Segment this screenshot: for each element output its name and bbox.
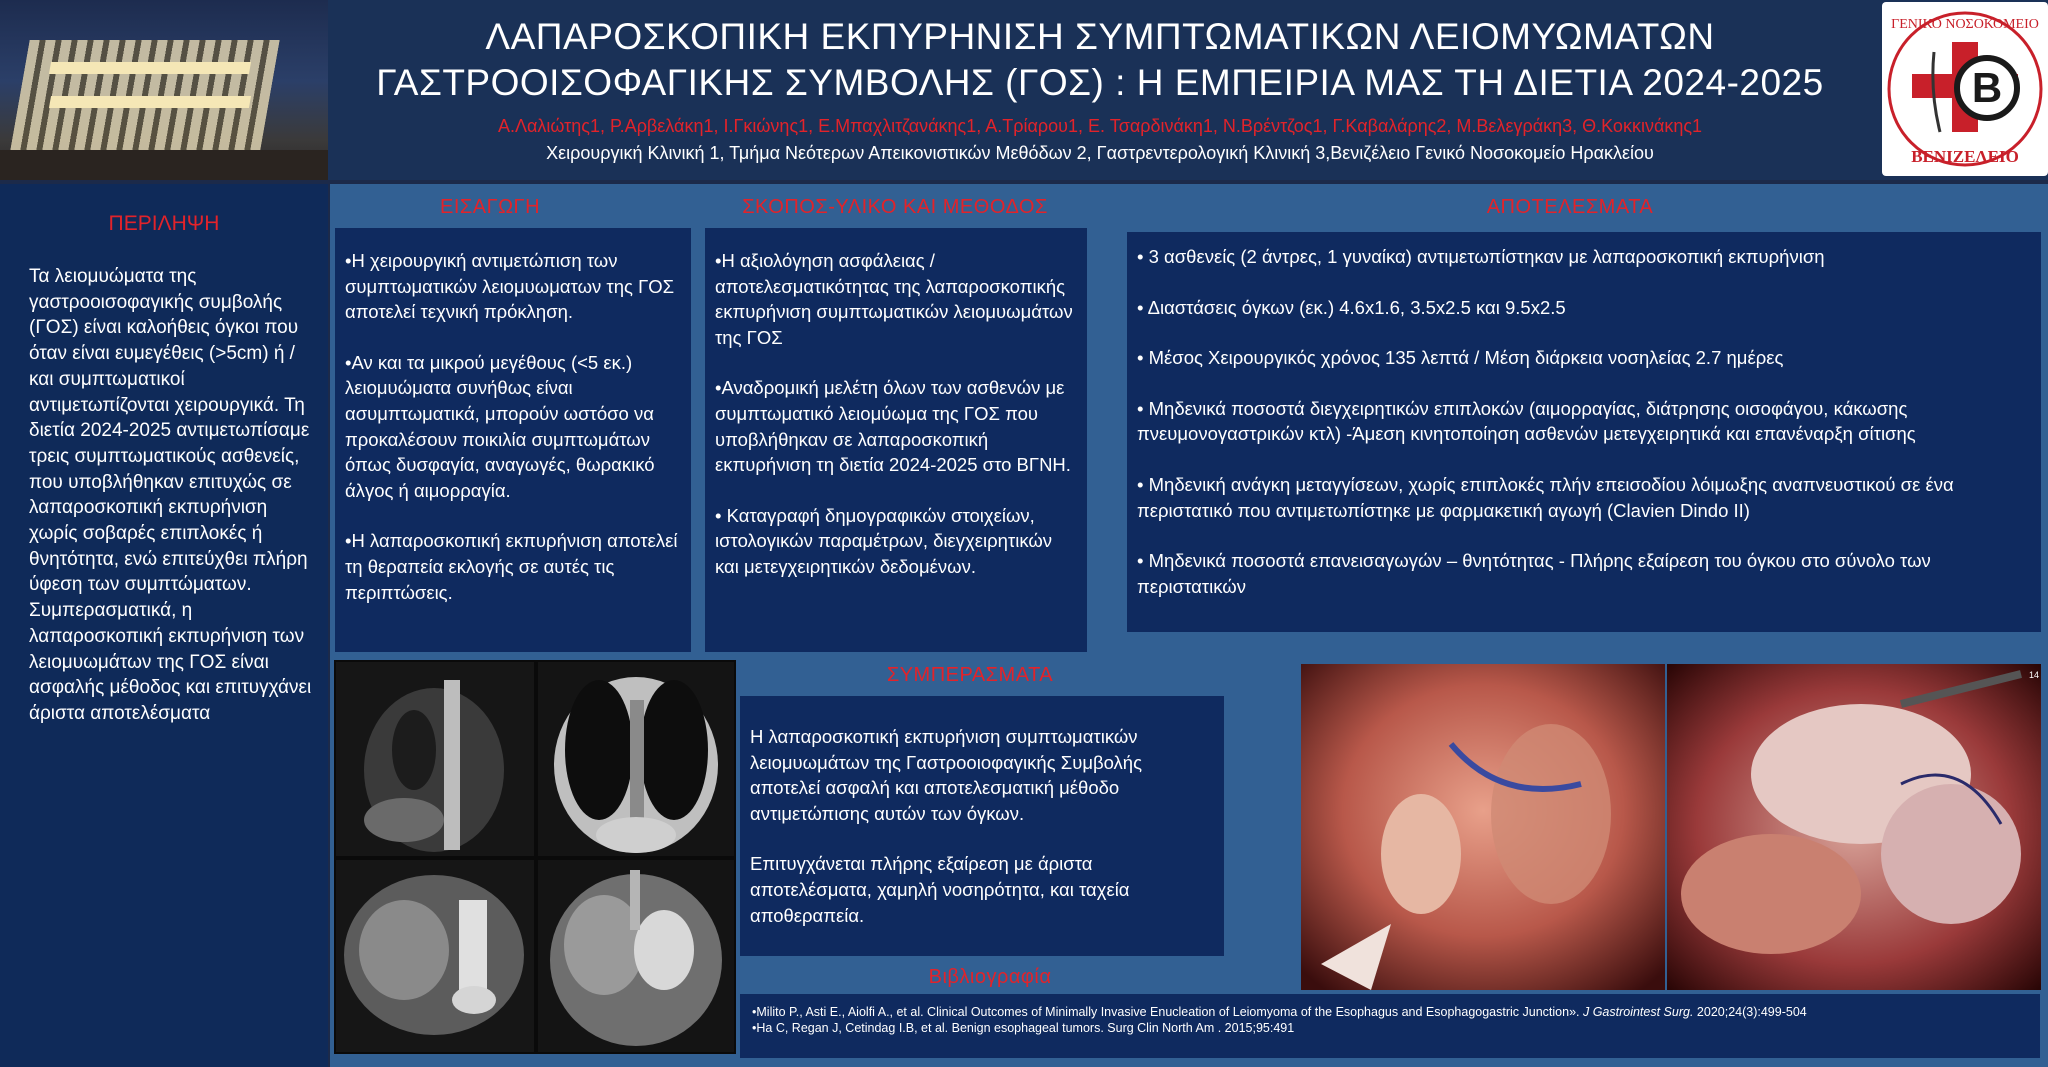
building-facade — [10, 40, 279, 150]
reference-1-journal: J Gastrointest Surg. — [1582, 1005, 1694, 1019]
references-box — [740, 994, 2040, 1058]
laparoscopy-images — [1301, 664, 2041, 990]
reference-item-2: •Ha C, Regan J, Cetindag I.B, et al. Benign esophageal tumors. Surg Clin North Am . 2015;95:491 — [752, 1021, 1295, 1035]
hospital-building-photo — [0, 0, 328, 180]
methods-paragraph: • Καταγραφή δημογραφικών στοιχείων, ιστολογικών παραμέτρων, διεγχειρητικών και μετεγχειρητικών δεδομένων. — [715, 504, 1053, 577]
methods-paragraph: •Η αξιολόγηση ασφάλειας / αποτελεσματικότητας της λαπαροσκοπικής εκπυρήνιση συμπτωματικών λειομυωμάτων της ΓΟΣ — [715, 250, 1073, 348]
results-item: • Μηδενικά ποσοστά επανεισαγωγών – θνητότητας - Πλήρης εξαίρεση του όγκου στο σύνολο των περιστατικών — [1137, 550, 1931, 597]
intro-title: ΕΙΣΑΓΩΓΗ — [439, 196, 541, 218]
conclusions-box — [740, 696, 1224, 956]
conclusions-paragraph: Η λαπαροσκοπική εκπυρήνιση συμπτωματικών λειομυωμάτων της Γαστροοιοφαγικής Συμβολής αποτελεί ασφαλή και αποτελεσματική μέθοδο αντιμετώπισης αυτών των όγκων. — [750, 726, 1143, 824]
ct-scan-images — [334, 660, 736, 1054]
intro-paragraph: •Αν και τα μικρού μεγέθους (<5 εκ.) λειομυώματα συνήθως είναι ασυμπτωματικά, μπορούν ωστόσο να προκαλέσουν ποικιλία συμπτωμάτων όπως δυσφαγία, αναγωγές, θωρακικό άλγος ή αιμορραγία. — [345, 351, 655, 501]
building-lights-row — [49, 96, 251, 108]
summary-text: Τα λειομυώματα της γαστροοισοφαγικής συμβολής (ΓΟΣ) είναι καλοήθεις όγκοι που όταν είναι ευμεγέθεις (>5cm) ή / και συμπτωματικοί αντιμετωπίζονται χειρουργικά. Τη διετία 2024-2025 αντιμετωπίσαμε τρεις συμπτωματικούς ασθενείς, που υποβλήθηκαν επιτυχώς σε λαπαροσκοπική εκπυρήνιση χωρίς σοβαρές επιπλοκές ή θνητότητα, ενώ επιτεύχθει πλήρη ύφεση των συμπτώματων. Συμπερασματικά, η λαπαροσκοπική εκπυρήνιση των λειομυωμάτων της ΓΟΣ είναι ασφαλής μέθοδος και επιτυγχάνει άριστα αποτελέσματα — [29, 266, 312, 724]
reference-1-tail: 2020;24(3):499-504 — [1693, 1005, 1807, 1019]
methods-box — [705, 228, 1087, 652]
affiliations-line: Χειρουργική Κλινική 1, Τμήμα Νεότερων Απεικονιστικών Μεθόδων 2, Γαστρεντερολογική Κλινική 3,Βενιζέλειο Γενικό Νοσοκομείο Ηρακλείου — [546, 143, 1654, 163]
conclusions-paragraph: Επιτυγχάνεται πλήρης εξαίρεση με άριστα αποτελέσματα, χαμηλή νοσηρότητα, και ταχεία αποθεραπεία. — [750, 853, 1130, 926]
intro-paragraph: •Η λαπαροσκοπική εκπυρήνιση αποτελεί τη θεραπεία εκλογής σε αυτές τις περιπτώσεις. — [345, 530, 678, 603]
results-item: • 3 ασθενείς (2 άντρες, 1 γυναίκα) αντιμετωπίστηκαν με λαπαροσκοπική εκπυρήνιση — [1137, 246, 1825, 267]
results-box — [1127, 232, 2041, 632]
poster-title-line-1: ΛΑΠΑΡΟΣΚΟΠΙΚΗ ΕΚΠΥΡΗΝΙΣΗ ΣΥΜΠΤΩΜΑΤΙΚΩΝ ΛΕΙΟΜΥΩΜΑΤΩΝ — [485, 16, 1715, 57]
main-panel — [330, 184, 2048, 1067]
authors-line: Α.Λαλιώτης1, Ρ.Αρβελάκη1, Ι.Γκιώνης1, Ε.Μπαχλιτζανάκης1, Α.Τρίαρου1, Ε. Τσαρδινάκη1, Ν.Βρέντζος1, Γ.Καβαλάρης2, Μ.Βελεγράκη3, Θ.Κοκκινάκης1 — [497, 116, 1703, 136]
poster-title-block — [330, 14, 1870, 164]
poster-title-line-2: ΓΑΣΤΡΟΟΙΣΟΦΑΓΙΚΗΣ ΣΥΜΒΟΛΗΣ (ΓΟΣ) : Η ΕΜΠΕΙΡΙΑ ΜΑΣ ΤΗ ΔΙΕΤΙΑ 2024-2025 — [376, 62, 1824, 103]
ct-scan-graphic — [334, 660, 736, 1054]
logo-text-bottom: ΒΕΝΙΖΕΛΕΙΟ — [1911, 147, 2019, 166]
intro-box — [335, 228, 691, 652]
hospital-logo — [1882, 2, 2048, 176]
results-title: ΑΠΟΤΕΛΕΣΜΑΤΑ — [1486, 196, 1654, 218]
reference-1-text: •Milito P., Asti E., Aiolfi A., et al. Clinical Outcomes of Minimally Invasive Enucleation of Leiomyoma of the Esophagus and Esophagogastric Junction». — [752, 1005, 1583, 1019]
results-item: • Μηδενική ανάγκη μεταγγίσεων, χωρίς επιπλοκές πλήν επεισοδίου λόιμωξης αναπνευστικού σε ένα περιστατικό που αντιμετωπίστηκε με φαρμακετική αγωγή (Clavien Dindo II) — [1137, 473, 1954, 521]
methods-paragraph: •Αναδρομική μελέτη όλων των ασθενών με συμπτωματικό λειομύωμα της ΓΟΣ που υποβλήθηκαν σε λαπαροσκοπική εκπυρήνιση τη διετία 2024-2025 στο ΒΓΝΗ. — [715, 377, 1071, 476]
methods-title: ΣΚΟΠΟΣ-ΥΛΙΚΟ ΚΑΙ ΜΕΘΟΔΟΣ — [742, 196, 1048, 218]
poster-header — [0, 0, 2048, 180]
results-item: • Διαστάσεις όγκων (εκ.) 4.6x1.6, 3.5x2.5 και 9.5x2.5 — [1137, 296, 1566, 318]
svg-text:14: 14 — [2029, 670, 2040, 680]
summary-column — [0, 184, 328, 1067]
references-title: Βιβλιογραφία — [928, 966, 1052, 988]
logo-letter: B — [1971, 64, 2003, 111]
laparoscopy-graphic — [1301, 664, 2041, 990]
summary-title: ΠΕΡΙΛΗΨΗ — [108, 212, 220, 235]
logo-text-top: ΓΕΝΙΚΟ ΝΟΣΟΚΟΜΕΙΟ — [1891, 17, 2039, 32]
conclusions-title: ΣΥΜΠΕΡΑΣΜΑΤΑ — [886, 664, 1054, 686]
results-item: • Μέσος Χειρουργικός χρόνος 135 λεπτά / Μέση διάρκεια νοσηλείας 2.7 ημέρες — [1137, 347, 1784, 369]
intro-paragraph: •Η χειρουργική αντιμετώπιση των συμπτωματικών λειομυωματων της ΓΟΣ αποτελεί τεχνική πρόκληση. — [345, 250, 675, 323]
hospital-logo-icon — [1882, 2, 2048, 176]
building-lights-row — [49, 62, 251, 74]
building-ground — [0, 150, 328, 180]
results-item: • Μηδενικά ποσοστά διεγχειρητικών επιπλοκών (αιμορραγίας, διάτρησης οισοφάγου, κάκωσης πνευμονογαστρικών κτλ) -Άμεση κινητοποίηση ασθενών μετεγχειρητικά και επανέναρξη σίτισης — [1137, 397, 1916, 445]
reference-item-1 — [752, 1004, 2028, 1020]
